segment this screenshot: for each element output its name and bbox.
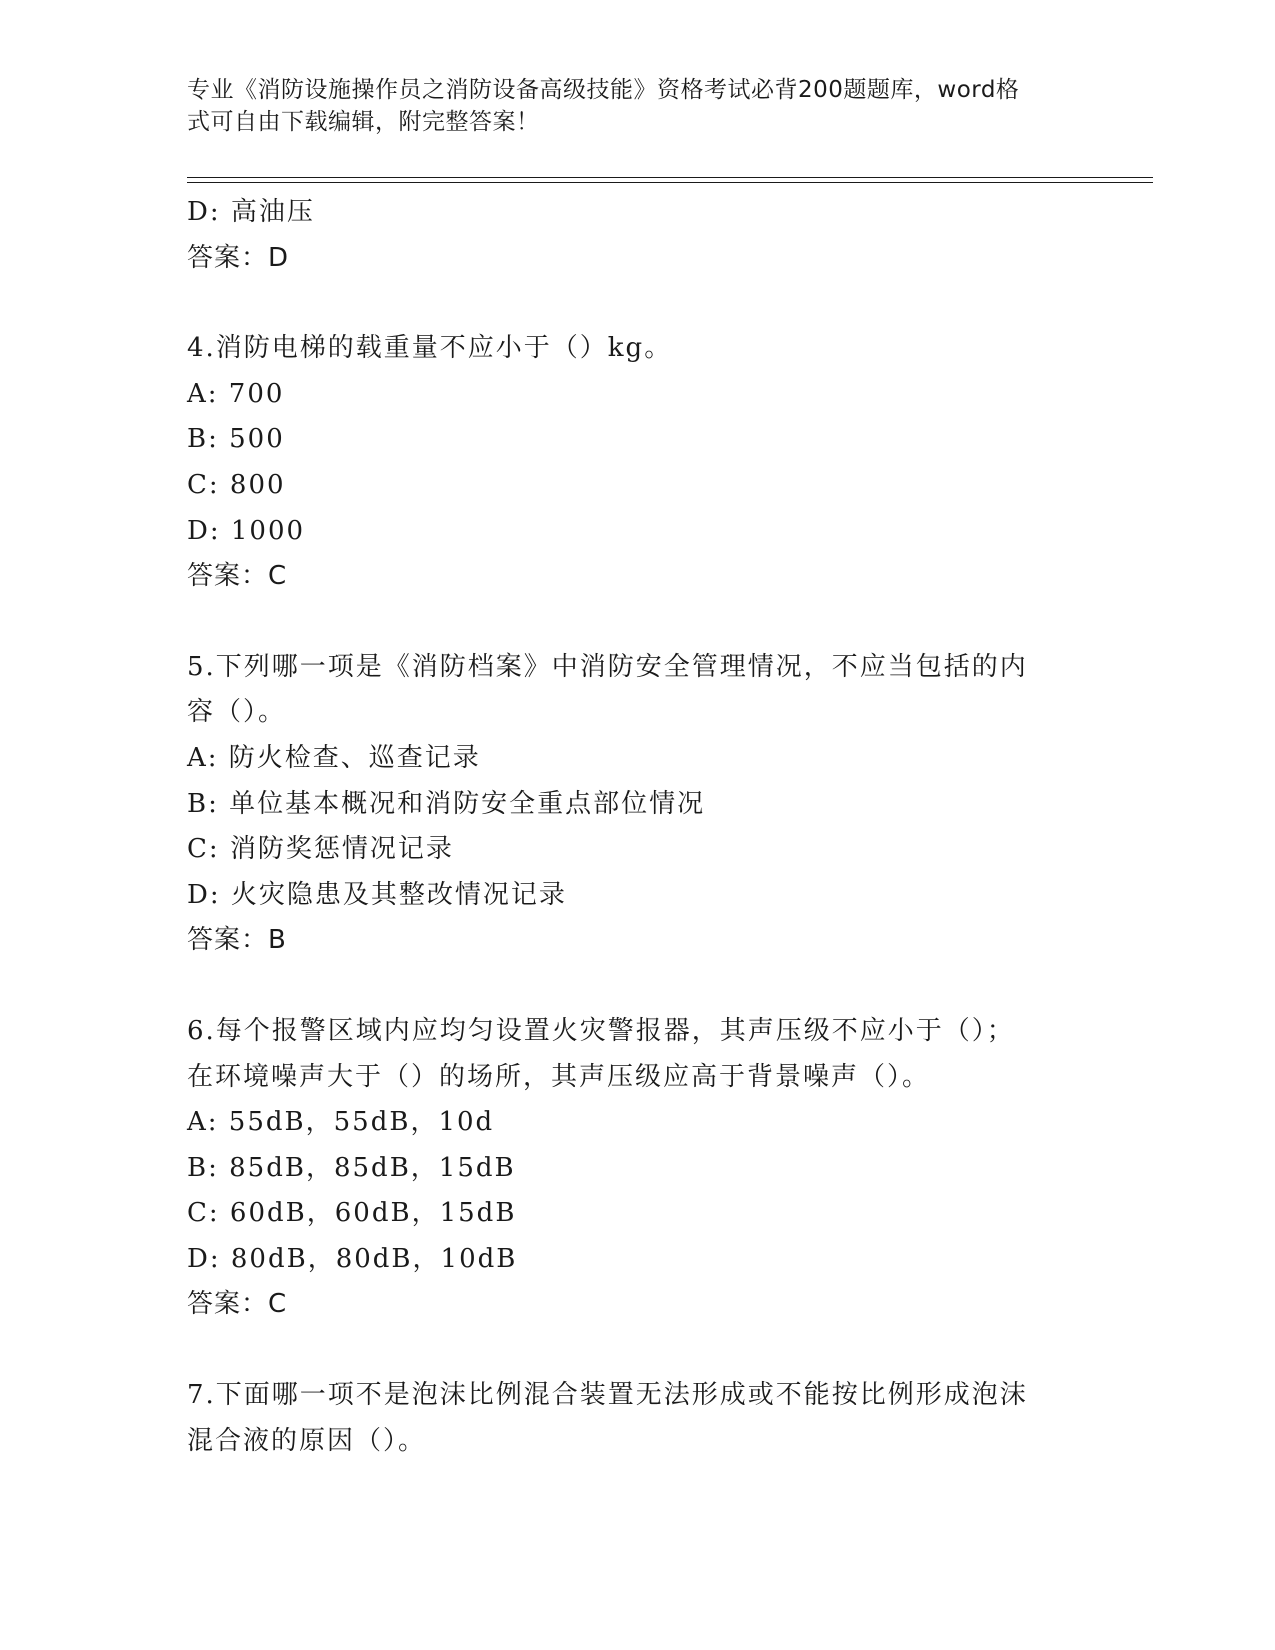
option-d: D: 火灾隐患及其整改情况记录 (187, 879, 567, 910)
document-header (187, 74, 1067, 138)
question-4 (187, 326, 1087, 600)
spacer (187, 1328, 1087, 1373)
option-a: A: 700 (187, 378, 285, 409)
answer-line: 答案：C (187, 561, 288, 592)
option-b: B: 85dB，85dB，15dB (187, 1152, 516, 1183)
spacer (187, 281, 1087, 326)
option-d: D: 1000 (187, 515, 306, 546)
option-c: C: 800 (187, 469, 286, 500)
option-b: B: 500 (187, 424, 285, 455)
option-d: D: 高油压 (187, 197, 315, 227)
spacer (187, 600, 1087, 645)
answer-line: 答案：D (187, 242, 290, 273)
answer-line: 答案：C (187, 1289, 288, 1320)
question-stem-line-2: 混合液的原因（）。 (187, 1425, 427, 1456)
header-divider-bottom (187, 182, 1153, 183)
question-stem-line-1: 5.下列哪一项是《消防档案》中消防安全管理情况，不应当包括的内 (187, 651, 1028, 682)
header-divider-top (187, 177, 1153, 178)
question-7 (187, 1373, 1087, 1464)
option-b: B: 单位基本概况和消防安全重点部位情况 (187, 788, 706, 819)
answer-line: 答案：B (187, 925, 287, 956)
question-list (187, 190, 1087, 1464)
question-stem-line-2: 在环境噪声大于（）的场所，其声压级应高于背景噪声（）。 (187, 1061, 931, 1092)
option-d: D: 80dB，80dB，10dB (187, 1243, 518, 1274)
question-6 (187, 1009, 1087, 1328)
question-stem-line-1: 7.下面哪一项不是泡沫比例混合装置无法形成或不能按比例形成泡沫 (187, 1380, 1028, 1411)
option-a: A: 55dB，55dB，10d (187, 1107, 495, 1138)
header-line-2: 式可自由下载编辑，附完整答案！ (187, 109, 540, 135)
header-line-1: 专业《消防设施操作员之消防设备高级技能》资格考试必背200题题库，word格 (187, 77, 1020, 103)
question-5 (187, 645, 1087, 964)
option-c: C: 60dB，60dB，15dB (187, 1198, 517, 1229)
question-stem: 4.消防电梯的载重量不应小于（）kg。 (187, 333, 673, 364)
question-stem-line-1: 6.每个报警区域内应均匀设置火灾警报器，其声压级不应小于（）； (187, 1015, 1015, 1046)
option-a: A: 防火检查、巡查记录 (187, 742, 481, 773)
option-c: C: 消防奖惩情况记录 (187, 834, 454, 865)
spacer (187, 964, 1087, 1009)
question-stem-line-2: 容（）。 (187, 697, 287, 728)
